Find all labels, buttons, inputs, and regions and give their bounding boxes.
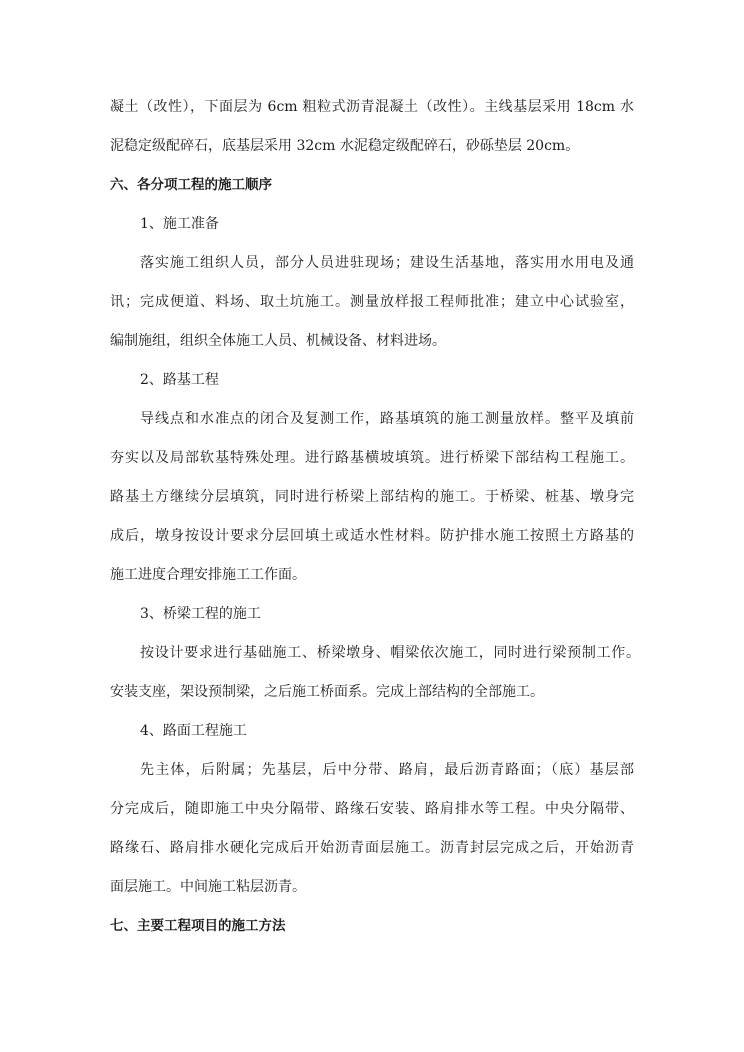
paragraph-line: 凝土（改性），下面层为 6cm 粗粒式沥青混凝土（改性）。主线基层采用 18cm 水: [110, 99, 634, 115]
paragraph-line: 安装支座，架设预制梁，之后施工桥面系。完成上部结构的全部施工。: [110, 684, 544, 700]
paragraph-line: 施工进度合理安排施工工作面。: [110, 567, 306, 583]
subheading-2: 2、路基工程: [140, 372, 219, 388]
paragraph-line: 分完成后，随即施工中央分隔带、路缘石安装、路肩排水等工程。中央分隔带、: [110, 801, 634, 817]
paragraph-line: 落实施工组织人员，部分人员进驻现场；建设生活基地，落实用水用电及通: [140, 255, 634, 271]
subheading-4: 4、路面工程施工: [140, 723, 247, 739]
paragraph-line: 导线点和水准点的闭合及复测工作，路基填筑的施工测量放样。整平及填前: [140, 411, 634, 427]
paragraph-line: 泥稳定级配碎石，底基层采用 32cm 水泥稳定级配碎石，砂砾垫层 20cm。: [110, 138, 580, 154]
paragraph-line: 路基土方继续分层填筑，同时进行桥梁上部结构的施工。于桥梁、桩基、墩身完: [110, 489, 634, 505]
section-heading-6: 六、各分项工程的施工顺序: [110, 177, 272, 193]
paragraph-line: 夯实以及局部软基特殊处理。进行路基横坡填筑。进行桥梁下部结构工程施工。: [110, 450, 634, 466]
paragraph-line: 面层施工。中间施工粘层沥青。: [110, 879, 306, 895]
subheading-3: 3、桥梁工程的施工: [140, 606, 261, 622]
paragraph-line: 编制施组，组织全体施工人员、机械设备、材料进场。: [110, 333, 446, 349]
subheading-1: 1、施工准备: [140, 216, 219, 232]
paragraph-line: 按设计要求进行基础施工、桥梁墩身、帽梁依次施工，同时进行梁预制工作。: [140, 645, 640, 661]
section-heading-7: 七、主要工程项目的施工方法: [110, 918, 286, 934]
paragraph-line: 路缘石、路肩排水硬化完成后开始沥青面层施工。沥青封层完成之后，开始沥青: [110, 840, 634, 856]
paragraph-line: 成后，墩身按设计要求分层回填土或适水性材料。防护排水施工按照土方路基的: [110, 528, 634, 544]
paragraph-line: 先主体，后附属；先基层，后中分带、路肩，最后沥青路面；（底）基层部: [140, 762, 634, 778]
paragraph-line: 讯；完成便道、料场、取土坑施工。测量放样报工程师批准；建立中心试验室，: [110, 294, 634, 310]
